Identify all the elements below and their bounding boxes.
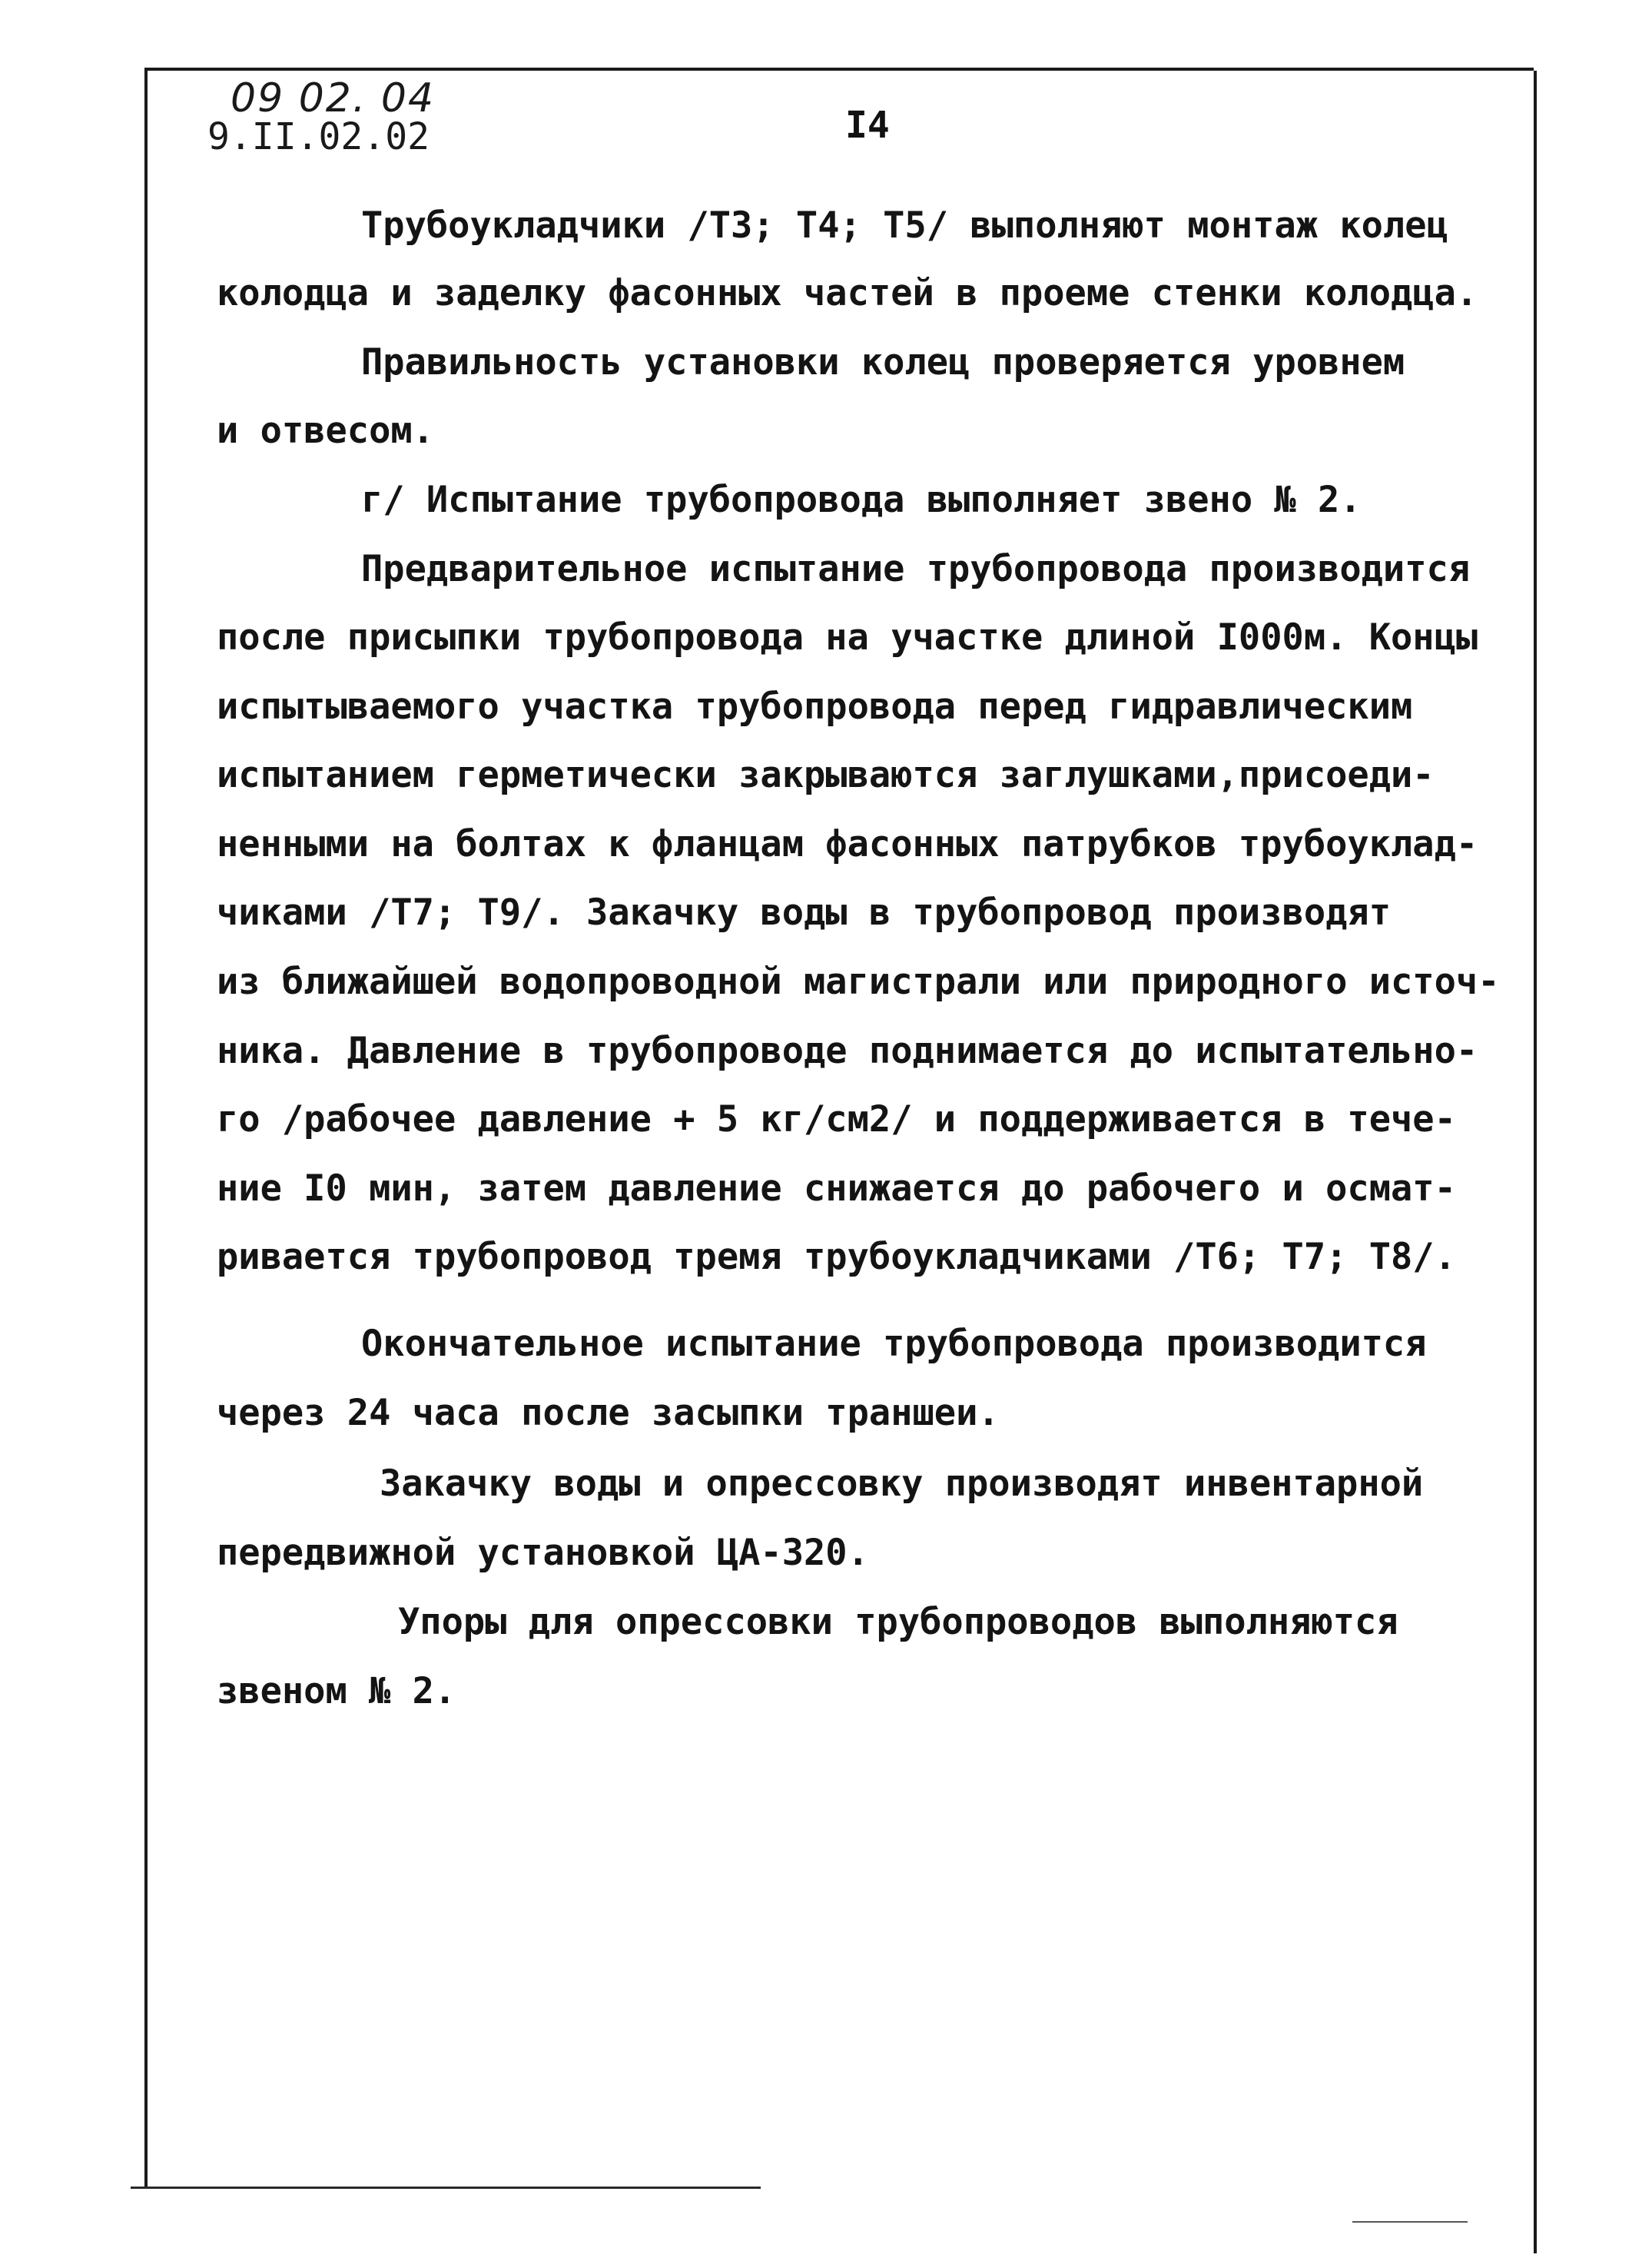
body-line: ненными на болтах к фланцам фасонных патрубков трубоуклад-: [217, 823, 1478, 865]
document-frame-bottom-border-fragment: [1352, 2221, 1468, 2223]
body-line: Закачку воды и опрессовку производят инвентарной: [380, 1463, 1424, 1505]
document-frame-top-border: [144, 68, 1520, 71]
body-line: после присыпки трубопровода на участке длиной I000м. Концы: [217, 616, 1478, 659]
body-line: испытываемого участка трубопровода перед гидравлическим: [217, 686, 1413, 728]
body-line: и отвесом.: [217, 410, 434, 452]
body-line: чиками /Т7; Т9/. Закачку воды в трубопровод производят: [217, 892, 1392, 934]
body-line: ние I0 мин, затем давление снижается до рабочего и осмат-: [217, 1167, 1456, 1210]
handwritten-document-code: 09 02. 04: [231, 75, 436, 121]
body-line: ривается трубопровод тремя трубоукладчиками /Т6; Т7; Т8/.: [217, 1236, 1456, 1278]
body-line: го /рабочее давление + 5 кг/см2/ и поддерживается в тече-: [217, 1098, 1456, 1141]
body-line: через 24 часа после засыпки траншеи.: [217, 1392, 1000, 1434]
body-line: Трубоукладчики /Т3; Т4; Т5/ выполняют монтаж колец: [361, 204, 1448, 247]
body-line: Правильность установки колец проверяется уровнем: [361, 341, 1405, 384]
body-line: Предварительное испытание трубопровода производится: [361, 548, 1471, 590]
body-line: колодца и заделку фасонных частей в проеме стенки колодца.: [217, 272, 1478, 314]
body-line: передвижной установкой ЦА-320.: [217, 1532, 869, 1574]
document-frame-right-border: [1534, 71, 1537, 2253]
body-line: из ближайшей водопроводной магистрали или природного источ-: [217, 961, 1500, 1003]
document-frame-bottom-border: [131, 2187, 761, 2189]
body-line: г/ Испытание трубопровода выполняет звено № 2.: [361, 479, 1362, 521]
body-line: звеном № 2.: [217, 1670, 456, 1712]
body-line: Упоры для опрессовки трубопроводов выполняются: [398, 1601, 1398, 1643]
document-frame-corner-mark: [1520, 68, 1534, 71]
page-number: I4: [845, 104, 890, 147]
body-line: Окончательное испытание трубопровода производится: [361, 1323, 1427, 1365]
document-frame-left-border: [144, 68, 148, 2189]
body-line: испытанием герметически закрываются заглушками,присоеди-: [217, 754, 1435, 796]
typed-document-code: 9.II.02.02: [207, 115, 430, 158]
body-line: ника. Давление в трубопроводе поднимается до испытательно-: [217, 1030, 1478, 1072]
